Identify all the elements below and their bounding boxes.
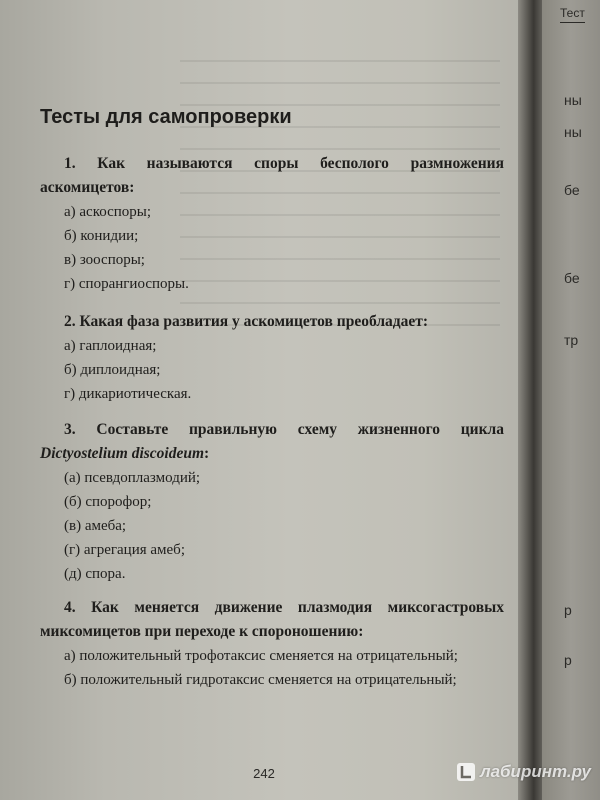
answer-option: г) спорангиоспоры. [64,276,189,292]
question-title [40,418,504,466]
answer-option: г) дикариотическая. [64,386,192,402]
question-title: 4. Как меняется движение плазмодия миксогастровых миксомицетов при переходе к спороношению: [40,599,504,640]
section-title: Тесты для самопроверки [40,106,292,128]
adjacent-text-fragment: бе [564,182,580,198]
adjacent-text-fragment: р [564,652,572,668]
answer-option: б) диплоидная; [64,362,161,378]
answer-option-text: а) положительный трофотаксис сменяется на отрицательный; [64,648,458,664]
answer-option: (г) агрегация амеб; [64,542,185,558]
answer-option: в) зооспоры; [64,252,145,268]
page-number: 242 [253,766,275,781]
answer-option [40,668,504,692]
adjacent-text-fragment: ны [564,124,582,140]
species-name: Dictyostelium discoideum [40,445,205,462]
answer-option: (б) спорофор; [64,494,152,510]
book-gutter [518,0,544,800]
answer-option: а) гаплоидная; [64,338,157,354]
adjacent-text-fragment: тр [564,332,579,348]
question-title-colon: : [204,445,210,462]
adjacent-text-fragment: р [564,602,572,618]
adjacent-text-fragment: ны [564,92,582,108]
watermark [456,762,591,782]
answer-option: (в) амеба; [64,518,127,534]
adjacent-text-fragment: бе [564,270,580,286]
question-3 [40,418,504,586]
adjacent-page [542,0,600,800]
question-title: 1. Как называются споры бесполого размножения аскомицетов: [40,155,504,196]
answer-option [40,644,504,668]
answer-option: б) конидии; [64,228,139,244]
question-title: 2. Какая фаза развития у аскомицетов преобладает: [64,313,429,330]
answer-option: а) аскоспоры; [64,204,152,220]
question-4 [40,596,504,692]
answer-option-text: б) положительный гидротаксис сменяется на отрицательный; [64,672,457,688]
labirint-logo-icon [456,762,476,782]
question-2 [40,310,504,406]
adjacent-page-header: Тест [560,6,585,23]
question-1 [40,152,504,296]
answer-option: (д) спора. [64,566,126,582]
question-title-text: 3. Составьте правильную схему жизненного цикла [64,421,504,438]
watermark-text: лабиринт.ру [480,762,591,781]
answer-option: (а) псевдоплазмодий; [64,470,201,486]
